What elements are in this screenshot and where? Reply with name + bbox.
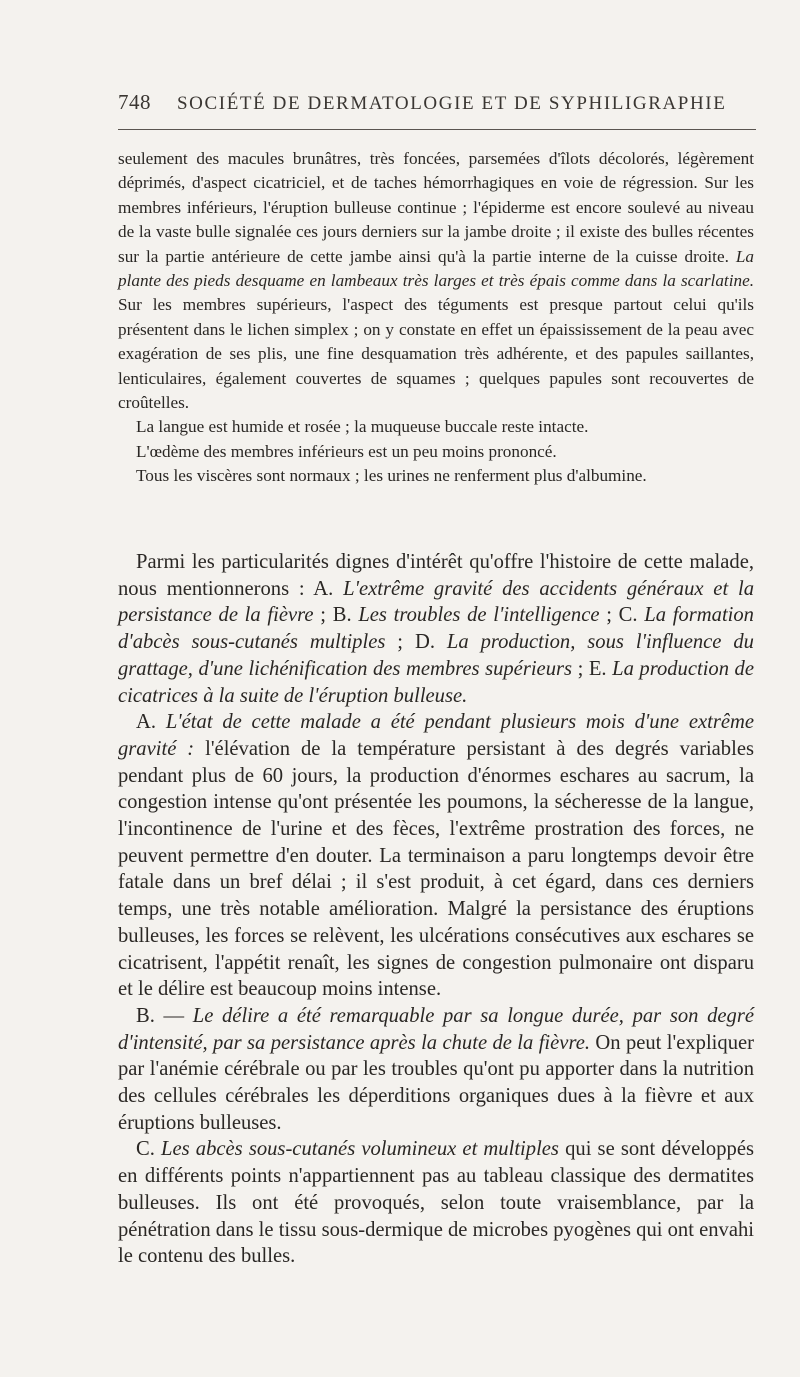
text-span: l'élévation de la température persistant à des degrés variables pendant plus de 60 jours, la production d'énormes eschares au sacrum, la congestion intense qu'ont présentée les poumons, la sécheresse de la langue, l'incontinence de l'urine et des fèces, l'extrême prostration des forces, ne peuvent permettre d'en douter. La terminaison a paru longtemps devoir être fatale dans un bref délai ; il s'est produit, à cet égard, dans ces derniers temps, une très notable amélioration. Malgré la persistance des éruptions bulleuses, les forces se relèvent, les ulcérations consécutives aux eschares se cicatrisent, l'appétit renaît, les signes de congestion pulmonaire ont disparu et le délire est beaucoup moins intense.	[118, 737, 754, 1001]
italic-span: La production, sous l'influence du grattage, d'une lichénification des membres supérieurs	[118, 631, 754, 680]
paragraph-section-a	[118, 709, 754, 1003]
running-header	[118, 90, 758, 115]
text-span: ; D.	[385, 631, 447, 654]
italic-span: La production de cicatrices à la suite de l'éruption bulleuse.	[118, 657, 754, 707]
italic-span: Le délire a été remarquable par sa longue durée, par son degré d'intensité, par sa persistance après la chute de la fièvre.	[118, 1004, 754, 1054]
text-span: Parmi les particularités dignes d'intérêt qu'offre l'histoire de cette malade, nous mentionnerons : A.	[118, 551, 754, 600]
paragraph-tongue: La langue est humide et rosée ; la muqueuse buccale reste intacte.	[136, 417, 589, 437]
commentary-text	[118, 549, 754, 1270]
text-span: ; E.	[572, 657, 613, 680]
section-label: C.	[136, 1138, 162, 1161]
text-span: ; B.	[313, 604, 359, 627]
paragraph-viscera: Tous les viscères sont normaux ; les urines ne renferment plus d'albumine.	[136, 466, 647, 486]
header-rule	[118, 129, 756, 130]
section-label: A.	[136, 711, 166, 734]
text-span: ; C.	[599, 604, 645, 627]
paragraph-skin-description	[118, 147, 754, 415]
italic-span: La formation d'abcès sous-cutanés multiples	[118, 604, 754, 654]
text-span: Sur les membres supérieurs, l'aspect des téguments est presque partout celui qu'ils présentent dans le lichen simplex ; on y constate en effet un épaississement de la peau avec exagération de ses plis, une fine desquamation très adhérente, et des papules saillantes, lenticulaires, également couvertes de squames ; quelques papules sont recouvertes de croûtelles.	[118, 295, 754, 413]
paragraph-section-b	[118, 1003, 754, 1137]
italic-span: Les troubles de l'intelligence	[358, 604, 600, 627]
text-span: On peut l'expliquer par l'anémie cérébrale ou par les troubles qu'ont pu apporter dans la nutrition des cellules cérébrales les déperditions organiques dues à la fièvre et aux éruptions bulleuses.	[118, 1031, 754, 1134]
italic-span: La plante des pieds desquame en lambeaux très larges et très épais comme dans la scarlatine.	[118, 246, 754, 291]
paragraph-intro	[118, 549, 754, 709]
page-number: 748	[118, 90, 151, 114]
paragraph-section-c	[118, 1136, 754, 1270]
italic-span: L'état de cette malade a été pendant plusieurs mois d'une extrême gravité :	[118, 711, 754, 760]
italic-span: Les abcès sous-cutanés volumineux et multiples	[161, 1138, 559, 1161]
text-span: qui se sont développés en différents points n'appartiennent pas au tableau classique des dermatites bulleuses. Ils ont été provoqués, selon toute vraisemblance, par la pénétration dans le tissu sous-dermique de microbes pyogènes qui ont envahi le contenu des bulles.	[118, 1138, 754, 1268]
italic-span: L'extrême gravité des accidents généraux et la persistance de la fièvre	[118, 577, 754, 627]
section-label: B. —	[136, 1004, 193, 1027]
text-span: seulement des macules brunâtres, très foncées, parsemées d'îlots décolorés, légèrement déprimés, d'aspect cicatriciel, et de taches hémorrhagiques en voie de régression. Sur les membres inférieurs, l'éruption bulleuse continue ; l'épiderme est encore soulevé au niveau de la vaste bulle signalée ces jours derniers sur la jambe droite ; il existe des bulles récentes sur la partie antérieure de cette jambe ainsi qu'à la partie interne de la cuisse droite.	[118, 149, 754, 266]
paragraph-oedema: L'œdème des membres inférieurs est un peu moins prononcé.	[136, 441, 557, 461]
case-observation-text	[118, 147, 754, 489]
running-title: SOCIÉTÉ DE DERMATOLOGIE ET DE SYPHILIGRAPHIE	[177, 93, 727, 114]
